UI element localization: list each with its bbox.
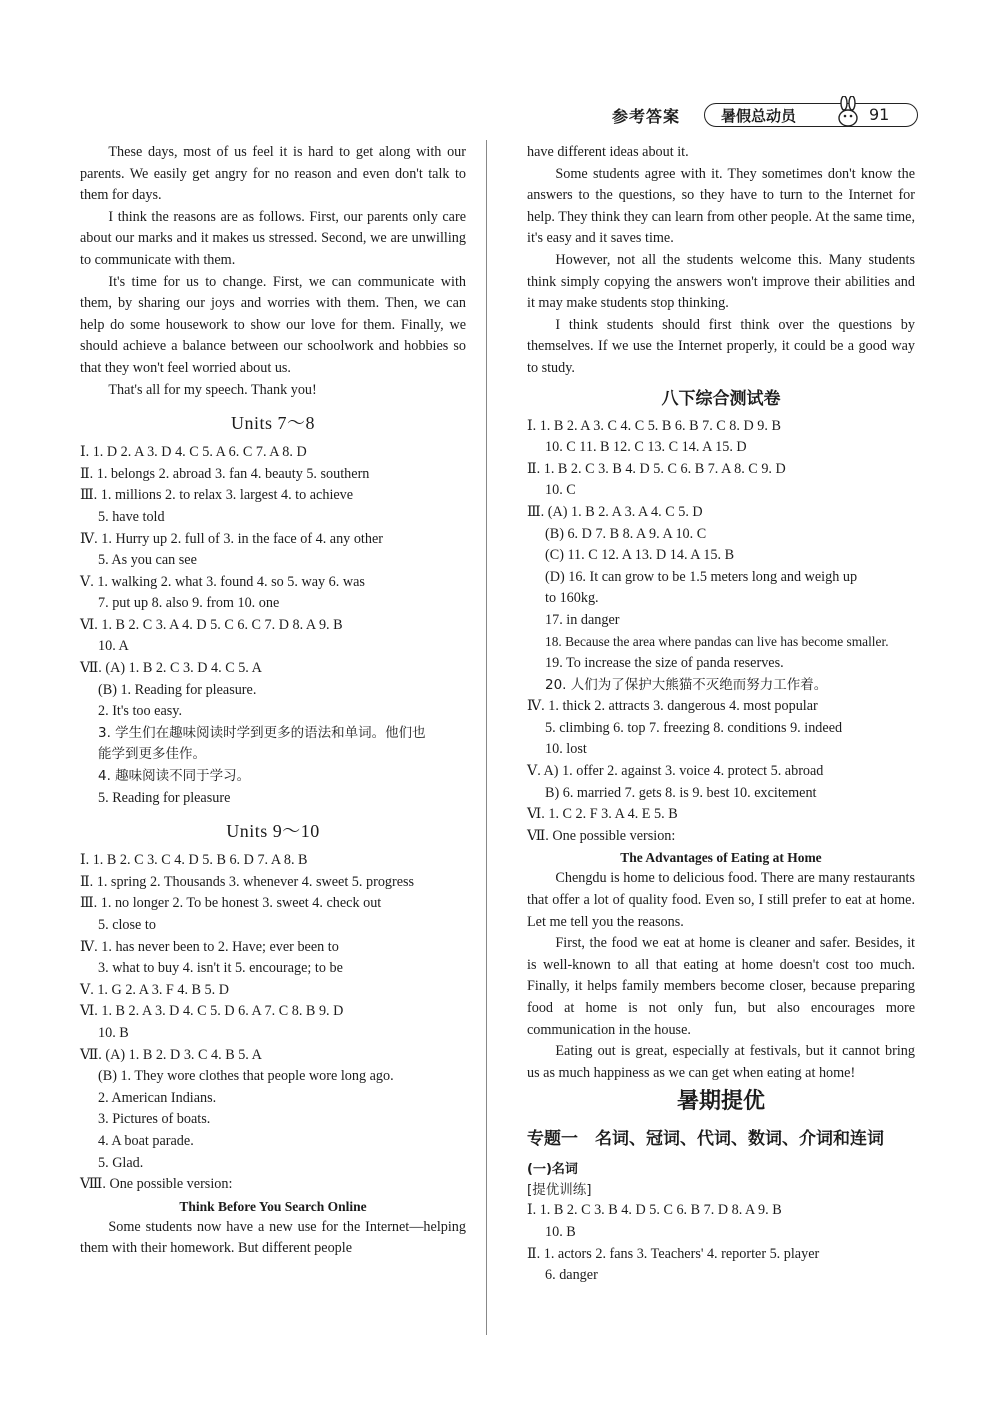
topic-title: 专题一 名词、冠词、代词、数词、介词和连词 bbox=[527, 1129, 884, 1150]
section-title-summer: 暑期提优 bbox=[676, 1089, 765, 1115]
answer-line: (B) 6. D 7. B 8. A 9. A 10. C bbox=[545, 525, 707, 542]
answer-line: 6. danger bbox=[545, 1267, 598, 1284]
essay-paragraph: I think the reasons are as follows. First, our parents only care about our marks and it makes us stressed. Second, we are unwilling to communicate with them. bbox=[80, 208, 466, 268]
answer-line: (C) 11. C 12. A 13. D 14. A 15. B bbox=[545, 547, 735, 564]
essay-paragraph: However, not all the students welcome this. Many students think simply copying the answers won't improve their abilities and it may make students stop thinking. bbox=[527, 251, 915, 312]
answer-line: 5. have told bbox=[98, 508, 165, 525]
answer-line: Ⅶ. (A) 1. B 2. D 3. C 4. B 5. A bbox=[80, 1046, 262, 1063]
answer-line: 2. American Indians. bbox=[98, 1089, 217, 1106]
essay-paragraph: I think students should first think over the questions by themselves. If we use the Internet properly, it could be a good way to study. bbox=[527, 316, 915, 376]
answer-line: 5. close to bbox=[98, 917, 156, 933]
answer-line: Ⅳ. 1. has never been to 2. Have; ever been to bbox=[80, 938, 339, 955]
answer-line: 2. It's too easy. bbox=[98, 703, 182, 720]
section-title-test: 八下综合测试卷 bbox=[661, 388, 781, 409]
essay-paragraph: Some students now have a new use for the Internet—helping them with their homework. But different people bbox=[80, 1218, 466, 1257]
answer-line: Ⅴ. 1. walking 2. what 3. found 4. so 5. way 6. was bbox=[80, 573, 365, 590]
header-brand-box bbox=[704, 103, 918, 127]
header-brand: 暑假总动员 bbox=[721, 107, 797, 125]
answer-line: 5. Reading for pleasure bbox=[98, 789, 231, 806]
answer-line: 4. 趣味阅读不同于学习。 bbox=[98, 768, 251, 785]
answer-line: Ⅰ. 1. D 2. A 3. D 4. C 5. A 6. C 7. A 8. D bbox=[80, 444, 307, 461]
answer-line: Ⅶ. One possible version: bbox=[527, 827, 676, 844]
answer-line: 7. put up 8. also 9. from 10. one bbox=[98, 595, 280, 612]
answer-line: 5. As you can see bbox=[98, 552, 197, 569]
answer-line: Ⅳ. 1. thick 2. attracts 3. dangerous 4. most popular bbox=[527, 698, 818, 715]
essay-paragraph: Eating out is great, especially at festivals, but it cannot bring us as much happiness as we can get when eating at home! bbox=[527, 1043, 915, 1081]
answer-line: Ⅲ. 1. no longer 2. To be honest 3. sweet 4. check out bbox=[80, 895, 382, 912]
answer-line: 能学到更多佳作。 bbox=[98, 746, 206, 763]
answer-line: (D) 16. It can grow to be 1.5 meters long and weigh up bbox=[545, 568, 858, 585]
answer-line: Ⅰ. 1. B 2. C 3. C 4. D 5. B 6. D 7. A 8. B bbox=[80, 852, 308, 869]
answer-line: 10. A bbox=[98, 638, 129, 655]
answer-line: Ⅱ. 1. actors 2. fans 3. Teachers' 4. reporter 5. player bbox=[527, 1245, 820, 1262]
subsection-title: (一)名词 bbox=[527, 1162, 578, 1178]
essay-paragraph: It's time for us to change. First, we can communicate with them, by sharing our joys and worries with them. Then, we can help do some housework to show our love for them. Finally, we should achieve a balance between our schoolwork and hobbies so that they won't feel worried about us. bbox=[80, 273, 466, 376]
answer-line: Ⅴ. 1. G 2. A 3. F 4. B 5. D bbox=[80, 981, 229, 998]
answer-line: 10. lost bbox=[545, 741, 587, 758]
answer-line: 18. Because the area where pandas can live has become smaller. bbox=[545, 634, 889, 650]
essay-line: have different ideas about it. bbox=[527, 144, 689, 160]
answer-line: 4. A boat parade. bbox=[98, 1132, 194, 1149]
essay-paragraph: Chengdu is home to delicious food. There are many restaurants that offer a lot of quality food. Even so, I still prefer to eat at home. Let me tell you the reasons. bbox=[527, 870, 915, 930]
answer-line: 3. what to buy 4. isn't it 5. encourage; to be bbox=[98, 960, 343, 977]
left-column bbox=[80, 142, 466, 1260]
answer-line: Ⅵ. 1. B 2. C 3. A 4. D 5. C 6. C 7. D 8. A 9. B bbox=[80, 616, 343, 633]
answer-line: Ⅰ. 1. B 2. C 3. B 4. D 5. C 6. B 7. D 8. A 9. B bbox=[527, 1202, 782, 1219]
section-title-units-9-10: Units 9～10 bbox=[226, 821, 320, 842]
answer-line: 10. C bbox=[545, 482, 576, 499]
section-title-units-7-8: Units 7～8 bbox=[230, 413, 315, 434]
answer-line: 3. Pictures of boats. bbox=[98, 1111, 211, 1128]
essay-title: Think Before You Search Online bbox=[179, 1198, 367, 1214]
essay-paragraph: These days, most of us feel it is hard to get along with our parents. We easily get angry for no reason and even don't talk to them for days. bbox=[80, 144, 466, 204]
right-column bbox=[527, 142, 915, 1287]
essay-title: The Advantages of Eating at Home bbox=[620, 850, 822, 866]
answer-line: Ⅱ. 1. B 2. C 3. B 4. D 5. C 6. B 7. A 8. C 9. D bbox=[527, 460, 786, 477]
answer-line: Ⅵ. 1. C 2. F 3. A 4. E 5. B bbox=[527, 806, 678, 823]
header-label: 参考答案 bbox=[612, 107, 681, 126]
answer-line: Ⅴ. A) 1. offer 2. against 3. voice 4. protect 5. abroad bbox=[527, 763, 824, 780]
answer-line: 5. climbing 6. top 7. freezing 8. conditions 9. indeed bbox=[545, 719, 843, 736]
essay-paragraph: Some students agree with it. They sometimes don't know the answers to the questions, so they have to turn to the Internet for help. They think they can learn from other people. At the same time, it's easy and it saves time. bbox=[527, 165, 915, 247]
answer-line: (B) 1. They wore clothes that people wore long ago. bbox=[98, 1068, 394, 1085]
answer-line: 10. B bbox=[98, 1024, 129, 1041]
answer-line: Ⅲ. 1. millions 2. to relax 3. largest 4. to achieve bbox=[80, 487, 354, 504]
answer-line: 20. 人们为了保护大熊猫不灭绝而努力工作着。 bbox=[545, 676, 828, 693]
answer-line: (B) 1. Reading for pleasure. bbox=[98, 681, 257, 698]
answer-line: 10. C 11. B 12. C 13. C 14. A 15. D bbox=[545, 439, 747, 456]
essay-paragraph: That's all for my speech. Thank you! bbox=[108, 381, 317, 398]
answer-line: Ⅱ. 1. spring 2. Thousands 3. whenever 4. sweet 5. progress bbox=[80, 873, 415, 890]
answer-line: Ⅲ. (A) 1. B 2. A 3. A 4. C 5. D bbox=[527, 503, 703, 520]
page-number: 91 bbox=[869, 105, 890, 124]
column-divider bbox=[486, 140, 487, 1335]
answer-line: 10. B bbox=[545, 1223, 576, 1240]
answer-line: 17. in danger bbox=[545, 611, 620, 628]
mascot-icon bbox=[831, 96, 865, 130]
practice-label: [提优训练] bbox=[527, 1182, 592, 1199]
answer-line: Ⅵ. 1. B 2. A 3. D 4. C 5. D 6. A 7. C 8. B 9. D bbox=[80, 1003, 344, 1020]
answer-line: Ⅶ. (A) 1. B 2. C 3. D 4. C 5. A bbox=[80, 660, 262, 677]
answer-line: B) 6. married 7. gets 8. is 9. best 10. excitement bbox=[545, 784, 817, 801]
answer-line: Ⅱ. 1. belongs 2. abroad 3. fan 4. beauty 5. southern bbox=[80, 465, 370, 482]
answer-line: to 160kg. bbox=[545, 590, 599, 607]
answer-line: 19. To increase the size of panda reserves. bbox=[545, 655, 784, 672]
answer-line: Ⅳ. 1. Hurry up 2. full of 3. in the face of 4. any other bbox=[80, 530, 383, 547]
answer-line: 3. 学生们在趣味阅读时学到更多的语法和单词。他们也 bbox=[98, 724, 426, 741]
answer-line: Ⅷ. One possible version: bbox=[80, 1176, 233, 1193]
answer-line: Ⅰ. 1. B 2. A 3. C 4. C 5. B 6. B 7. C 8. D 9. B bbox=[527, 417, 781, 434]
answer-line: 5. Glad. bbox=[98, 1154, 144, 1171]
essay-paragraph: First, the food we eat at home is cleaner and safer. Besides, it is well-known to all that eating at home doesn't cost too much. Finally, it helps family members become closer, because preparing food at home is not only fun, but also encourages more communication in the house. bbox=[527, 935, 915, 1038]
page-header bbox=[606, 100, 926, 130]
